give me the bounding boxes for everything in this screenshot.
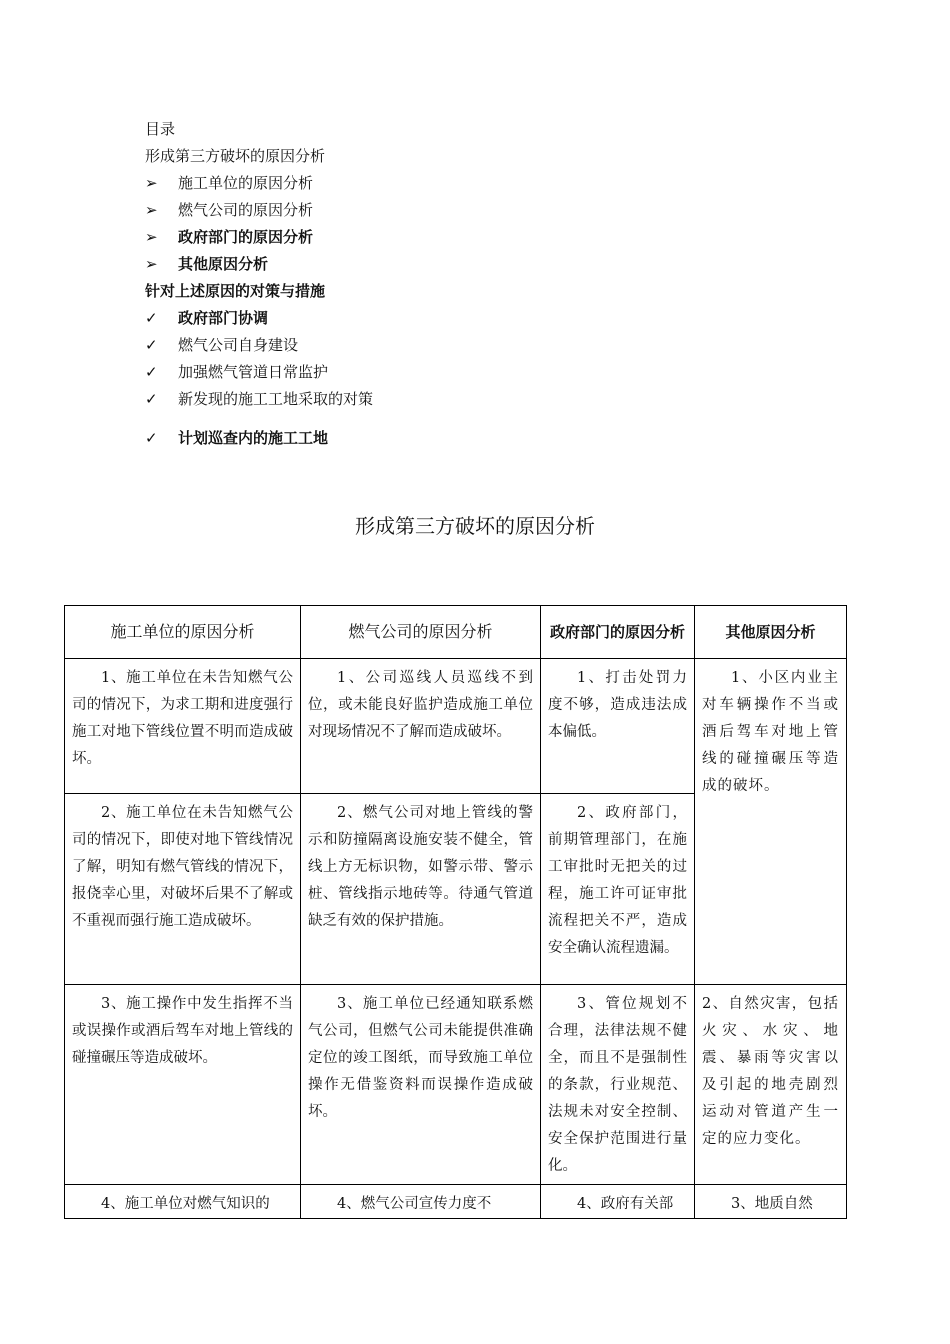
arrow-bullet-icon: ➢ xyxy=(145,174,158,192)
table-cell: 3、施工单位已经通知联系燃气公司，但燃气公司未能提供准确定位的竣工图纸，而导致施工单位操作无借鉴资料而误操作造成破坏。 xyxy=(301,985,541,1185)
table-cell: 4、施工单位对燃气知识的 xyxy=(65,1185,301,1219)
table-cell: 3、施工操作中发生指挥不当或误操作或酒后驾车对地上管线的碰撞碾压等造成破坏。 xyxy=(65,985,301,1185)
header-government: 政府部门的原因分析 xyxy=(541,606,695,659)
table-cell: 1、打击处罚力度不够，造成违法成本偏低。 xyxy=(541,659,695,794)
check-bullet-icon: ✓ xyxy=(145,390,158,408)
toc-measure-new-sites[interactable]: ✓ 新发现的施工工地采取的对策 xyxy=(145,386,645,413)
check-bullet-icon: ✓ xyxy=(145,363,158,381)
main-title: 形成第三方破坏的原因分析 xyxy=(355,514,595,538)
toc-section-title[interactable]: 形成第三方破坏的原因分析 xyxy=(145,147,326,165)
table-cell: 1、施工单位在未告知燃气公司的情况下，为求工期和进度强行施工对地下管线位置不明而造成破坏。 xyxy=(65,659,301,794)
table-of-contents xyxy=(145,116,645,452)
toc-measures-title[interactable]: 针对上述原因的对策与措施 xyxy=(145,282,326,300)
toc-item-government[interactable]: ➢ 政府部门的原因分析 xyxy=(145,224,645,251)
table-cell: 3、地质自然 xyxy=(695,1185,847,1219)
header-other: 其他原因分析 xyxy=(695,606,847,659)
table-cell: 1、公司巡线人员巡线不到位，或未能良好监护造成施工单位对现场情况不了解而造成破坏。 xyxy=(301,659,541,794)
toc-heading: 目录 xyxy=(145,120,176,138)
table-cell: 2、政府部门，前期管理部门，在施工审批时无把关的过程，施工许可证审批流程把关不严，造成安全确认流程遗漏。 xyxy=(541,794,695,985)
toc-item-gas-company[interactable]: ➢ 燃气公司的原因分析 xyxy=(145,197,645,224)
table-cell: 4、政府有关部 xyxy=(541,1185,695,1219)
header-construction: 施工单位的原因分析 xyxy=(65,606,301,659)
toc-measure-self-building[interactable]: ✓ 燃气公司自身建设 xyxy=(145,332,645,359)
table-cell: 2、自然灾害，包括火灾、水灾、地震、暴雨等灾害以及引起的地壳剧烈运动对管道产生一定的应力变化。 xyxy=(695,985,847,1185)
table-row xyxy=(65,659,847,794)
toc-item-other[interactable]: ➢ 其他原因分析 xyxy=(145,251,645,278)
table-cell: 4、燃气公司宣传力度不 xyxy=(301,1185,541,1219)
toc-measure-planned-sites[interactable]: ✓ 计划巡查内的施工工地 xyxy=(145,425,645,452)
arrow-bullet-icon: ➢ xyxy=(145,201,158,219)
table-cell: 1、小区内业主对车辆操作不当或酒后驾车对地上管线的碰撞碾压等造成的破坏。 xyxy=(695,659,847,985)
arrow-bullet-icon: ➢ xyxy=(145,228,158,246)
table-row xyxy=(65,985,847,1185)
toc-item-construction[interactable]: ➢ 施工单位的原因分析 xyxy=(145,170,645,197)
header-gas-company: 燃气公司的原因分析 xyxy=(301,606,541,659)
check-bullet-icon: ✓ xyxy=(145,336,158,354)
table-cell: 3、管位规划不合理，法律法规不健全，而且不是强制性的条款，行业规范、法规未对安全控制、安全保护范围进行量化。 xyxy=(541,985,695,1185)
table-header-row xyxy=(65,606,847,659)
arrow-bullet-icon: ➢ xyxy=(145,255,158,273)
toc-measure-monitoring[interactable]: ✓ 加强燃气管道日常监护 xyxy=(145,359,645,386)
table-cell: 2、施工单位在未告知燃气公司的情况下，即使对地下管线情况了解，明知有燃气管线的情况下，报侥幸心里，对破坏后果不了解或不重视而强行施工造成破坏。 xyxy=(65,794,301,985)
table-row xyxy=(65,1185,847,1219)
cause-analysis-table xyxy=(64,605,847,1219)
toc-measure-government[interactable]: ✓ 政府部门协调 xyxy=(145,305,645,332)
table-cell: 2、燃气公司对地上管线的警示和防撞隔离设施安装不健全，管线上方无标识物，如警示带、警示桩、管线指示地砖等。待通气管道缺乏有效的保护措施。 xyxy=(301,794,541,985)
check-bullet-icon: ✓ xyxy=(145,309,158,327)
check-bullet-icon: ✓ xyxy=(145,429,158,447)
